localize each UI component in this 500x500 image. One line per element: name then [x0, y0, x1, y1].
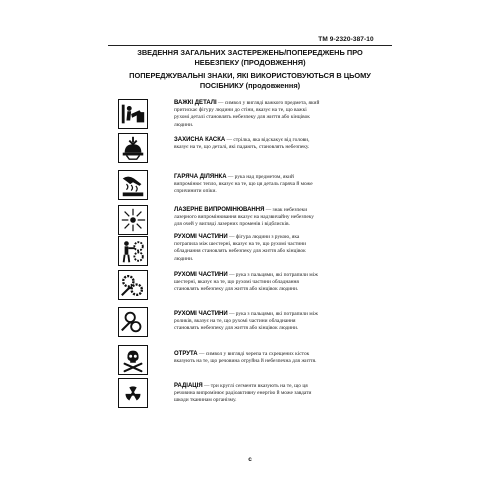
warning-text-line: — символ у вигляді важкого предмета, який [216, 100, 320, 106]
warning-name: ГАРЯЧА ДІЛЯНКА [174, 174, 227, 180]
warning-text-line: — стрілка, яка відскакує від голови, [225, 137, 310, 143]
poison-skull-icon [118, 345, 148, 375]
warning-description [174, 100, 386, 129]
warning-text-line: — три круглі сегменти вказують на те, що ця [202, 383, 308, 389]
warning-description [174, 272, 386, 294]
warning-name: РУХОМІ ЧАСТИНИ [174, 234, 228, 240]
page-number: c [248, 456, 252, 463]
warning-text-line: шкоди тканинам організму. [174, 397, 237, 404]
warning-text-line: — символ у вигляді черепа та схрещених кісток [197, 351, 310, 357]
warning-text-line: — знак небезпеки [264, 207, 308, 213]
warning-text-line: — фігура людини з рукою, яка [227, 234, 300, 240]
warning-description [174, 137, 386, 151]
moving-parts-gears-icon [118, 270, 148, 300]
warning-name: РУХОМІ ЧАСТИНИ [174, 272, 228, 278]
warning-text-line: притискає фігуру людини до стіни, вказує на те, що важкі [174, 107, 307, 114]
moving-parts-figure-icon [118, 236, 148, 266]
warning-text-line: становлять небезпеку для життя або кінцівок людини. [174, 286, 299, 293]
warning-text-line: становлять небезпеку для життя або кінцівок людини. [174, 325, 299, 332]
warning-text-line: для очей у вигляді лазерних променів і відблисків. [174, 221, 290, 228]
warning-text-line: — рука з пальцями, які потрапили між [227, 311, 318, 317]
warning-description [174, 311, 386, 333]
heavy-parts-icon [118, 99, 148, 129]
moving-parts-rollers-icon [118, 307, 148, 337]
section-subtitle [108, 71, 392, 90]
warning-name: ЛАЗЕРНЕ ВИПРОМІНЮВАННЯ [174, 207, 265, 213]
warning-description [174, 234, 386, 263]
section-subtitle-line1: ПОПЕРЕДЖУВАЛЬНІ ЗНАКИ, ЯКІ ВИКОРИСТОВУЮТЬСЯ В ЦЬОМУ [129, 71, 371, 80]
warning-text-line: шестерні, вказує на те, що рухомі частини обладнання [174, 279, 299, 286]
warning-text-line: обладнання становлять небезпеку для життя або кінцівок [174, 248, 306, 255]
warning-text-line: спричинити опіки. [174, 188, 217, 195]
warning-text-line: випромінює тепло, вказує на те, що ця деталь гаряча й може [174, 181, 313, 188]
warning-text-line: — рука з пальцями, які потрапили між [227, 272, 318, 278]
warning-description [174, 383, 386, 405]
document-header-code: ТМ 9-2320-387-10 [318, 36, 374, 43]
warning-description [174, 351, 386, 365]
laser-radiation-icon [118, 205, 148, 235]
warning-text-line: людини. [174, 121, 194, 128]
warning-text-line: речовина випромінює радіоактивну енергію й може завдати [174, 390, 312, 397]
warning-name: ОТРУТА [174, 351, 198, 357]
warning-name: ЗАХИСНА КАСКА [174, 137, 226, 143]
hot-area-icon [118, 170, 148, 200]
warning-name: РАДІАЦІЯ [174, 383, 203, 389]
section-title [108, 48, 392, 67]
warning-text-line: вказують на те, що речовина отруйна й небезпечна для життя. [174, 358, 317, 365]
warning-description [174, 207, 386, 229]
section-subtitle-line2: ПОСІБНИКУ (продовження) [199, 80, 301, 90]
header-rule [108, 45, 392, 46]
warning-text-line: людини. [174, 255, 194, 262]
warning-name: ВАЖКІ ДЕТАЛІ [174, 100, 217, 106]
section-title-line2: НЕБЕЗПЕКУ (ПРОДОВЖЕННЯ) [194, 57, 306, 67]
warning-text-line: — рука над предметом, який [226, 174, 294, 180]
warning-text-line: потрапила між шестерні, вказує на те, що рухомі частини [174, 241, 306, 248]
warning-text-line: роликів, вказує на те, що рухомі частини обладнання [174, 318, 296, 325]
warning-text-line: вказує на те, що деталі, які падають, становлять небезпеку. [174, 144, 310, 151]
warning-text-line: рухомі деталі становлять небезпеку для життя або кінцівок [174, 114, 310, 121]
radiation-icon [118, 378, 148, 408]
section-title-line1: ЗВЕДЕННЯ ЗАГАЛЬНИХ ЗАСТЕРЕЖЕНЬ/ПОПЕРЕДЖЕНЬ ПРО [137, 48, 363, 57]
warning-description [174, 174, 386, 196]
warning-text-line: лазерного випромінювання вказує на надзвичайну небезпеку [174, 214, 314, 221]
protective-helmet-icon [118, 133, 148, 163]
warning-name: РУХОМІ ЧАСТИНИ [174, 311, 228, 317]
